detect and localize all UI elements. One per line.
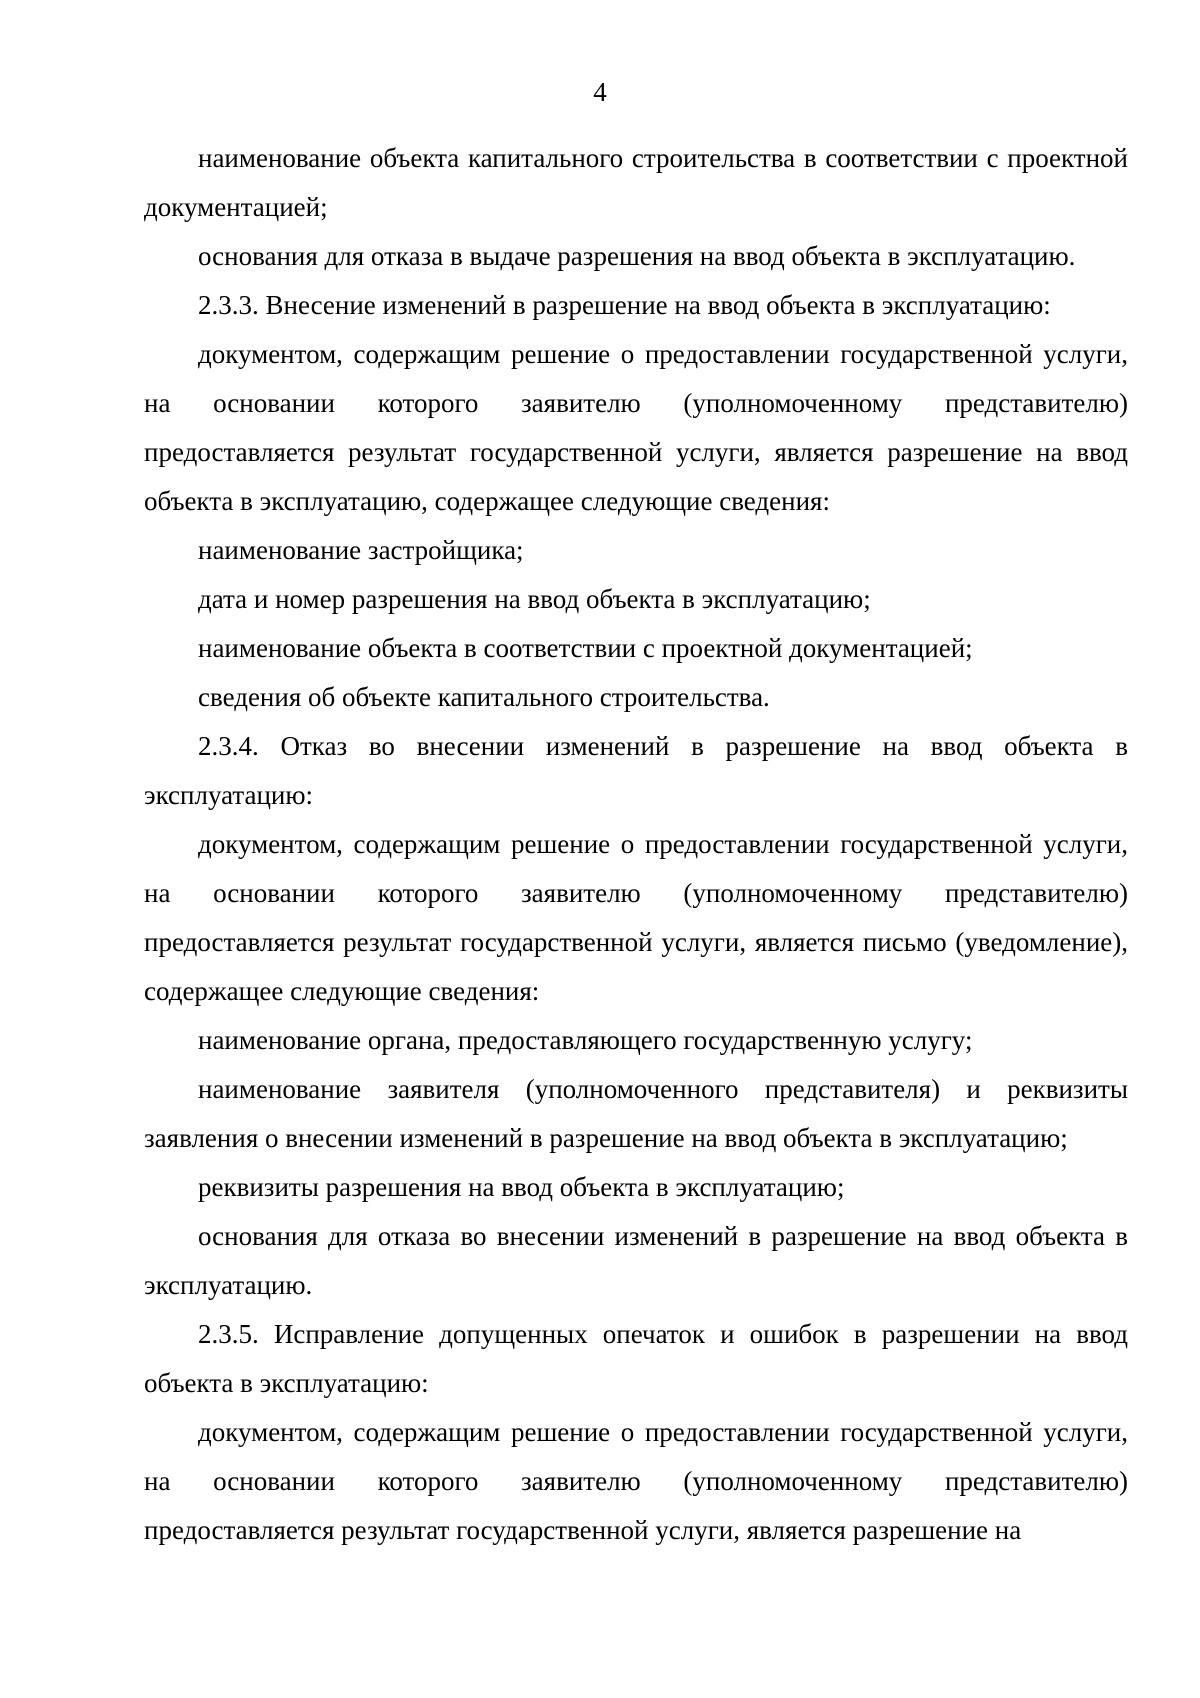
list-item-developer-name: наименование застройщика;: [198, 535, 524, 565]
paragraph-object-name: наименование объекта капитального строительства в соответствии с проектной документацией;: [144, 143, 1128, 222]
list-item-object-name: наименование объекта в соответствии с проектной документацией;: [198, 633, 973, 663]
section-2-3-5-heading: 2.3.5. Исправление допущенных опечаток и ошибок в разрешении на ввод объекта в эксплуатацию:: [144, 1319, 1128, 1398]
paragraph-refusal-grounds: основания для отказа в выдаче разрешения на ввод объекта в эксплуатацию.: [198, 241, 1076, 271]
section-2-3-3-heading: 2.3.3. Внесение изменений в разрешение на ввод объекта в эксплуатацию:: [198, 290, 1051, 320]
list-item-applicant-details: наименование заявителя (уполномоченного представителя) и реквизиты заявления о внесении изменений в разрешение на ввод объекта в эксплуатацию;: [144, 1074, 1128, 1153]
section-2-3-4-heading: 2.3.4. Отказ во внесении изменений в разрешение на ввод объекта в эксплуатацию:: [144, 731, 1128, 810]
list-item-permit-date-number: дата и номер разрешения на ввод объекта в эксплуатацию;: [198, 584, 871, 614]
list-item-authority-name: наименование органа, предоставляющего государственную услугу;: [198, 1025, 973, 1055]
body-text: [144, 134, 1128, 1555]
list-item-object-info: сведения об объекте капитального строительства.: [198, 682, 770, 712]
page-number: 4: [593, 77, 607, 107]
list-item-refusal-grounds: основания для отказа во внесении изменений в разрешение на ввод объекта в эксплуатацию.: [144, 1221, 1128, 1300]
paragraph-decision-document-correction: документом, содержащим решение о предоставлении государственной услуги, на основании которого заявителю (уполномоченному представителю) предоставляется результат государственной услуги, является разрешение на: [144, 1417, 1128, 1545]
paragraph-decision-letter: документом, содержащим решение о предоставлении государственной услуги, на основании которого заявителю (уполномоченному представителю) предоставляется результат государственной услуги, является письмо (уведомление), содержащее следующие сведения:: [144, 829, 1128, 1006]
list-item-permit-details: реквизиты разрешения на ввод объекта в эксплуатацию;: [198, 1172, 845, 1202]
paragraph-decision-document: документом, содержащим решение о предоставлении государственной услуги, на основании которого заявителю (уполномоченному представителю) предоставляется результат государственной услуги, является разрешение на ввод объекта в эксплуатацию, содержащее следующие сведения:: [144, 339, 1128, 516]
